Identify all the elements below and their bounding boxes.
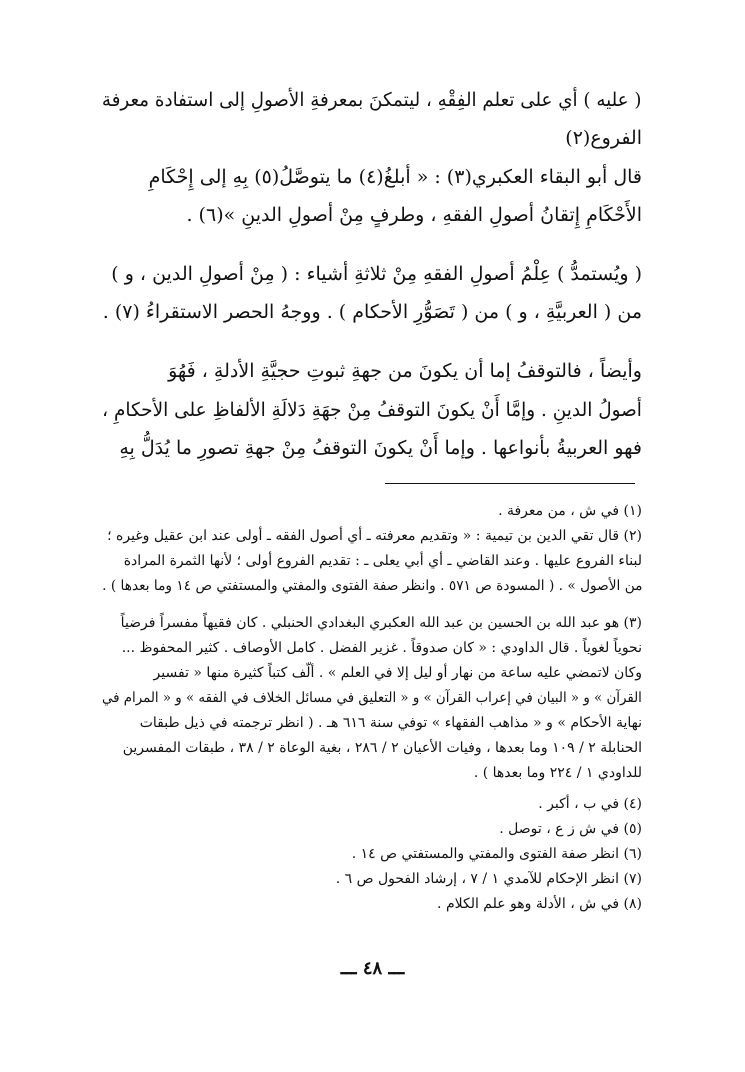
footnote-5: (٥) في ش ز ع ، توصل .	[499, 821, 642, 837]
main-line-1: ( عليه ) أي على تعلم الفِقْهِ ، ليتمكنَ بمعرفةِ الأصولِ إلى استفادة معرفة	[102, 89, 642, 111]
main-line-2: الفروع(٢)	[565, 127, 642, 149]
footnote-3-line-1: (٣) هو عبد الله بن الحسين بن عبد الله العكبري البغدادي الحنبلي . كان فقيهاً مفسراً فرضياً	[120, 615, 642, 631]
footnote-7: (٧) انظر الإحكام للآمدي ١ / ٧ ، إرشاد الفحول ص ٦ .	[335, 871, 642, 887]
main-line-8: أصولُ الدينِ . وإمَّا أَنْ يكونَ التوقفُ مِنْ جهَةِ دَلالَةِ الألفاظِ على الأحكامِ ،	[102, 399, 642, 421]
footnote-3-line-3: وكان لاتمضي عليه ساعة من نهار أو ليل إلا في العلم » . ألّف كتباً كثيرة منها « تفسير	[153, 665, 642, 681]
footnote-3-line-2: نحوياً لغوياً . قال الداودي : « كان صدوقاً . غزير الفضل . كامل الأوصاف . كثير المحفوظ ...	[121, 640, 642, 656]
footnote-2-line-3: من الأصول » . ( المسودة ص ٥٧١ . وانظر صفة الفتوى والمفتي والمستفتي ص ١٤ وما بعدها ) .	[101, 578, 642, 594]
footnote-4: (٤) في ب ، أكبر .	[538, 796, 642, 812]
main-line-5: ( ويُستمدُّ ) عِلْمُ أصولِ الفقهِ مِنْ ثلاثةِ أشياء : ( مِنْ أصولِ الدين ، و )	[111, 263, 642, 285]
footnote-8: (٨) في ش ، الأدلة وهو علم الكلام .	[437, 896, 642, 912]
footnote-6: (٦) انظر صفة الفتوى والمفتي والمستفتي ص ١٤ .	[351, 846, 642, 862]
footnote-3-line-7: للداودي ١ / ٢٢٤ وما بعدها ) .	[473, 765, 642, 781]
main-line-7: وأيضاً ، فالتوقفُ إما أن يكونَ من جهةِ ثبوتِ حجيَّةِ الأدلةِ ، فَهُوَ	[168, 360, 642, 382]
footnote-separator	[385, 483, 635, 484]
footnote-3-line-4: القرآن » و « البيان في إعراب القرآن » و « التعليق في مسائل الخلاف في الفقه » و « المرام في	[102, 690, 642, 706]
footnote-2-line-2: لبناء الفروع عليها . وعند القاضي ـ أي أبي يعلى ـ : تقديم الفروع أولى ؛ لأنها الثمرة المرادة	[123, 553, 642, 569]
main-line-4: الأَحْكَامِ إِتقانُ أصولِ الفقهِ ، وطرفٍ مِنْ أصولِ الدينِ »(٦) .	[186, 204, 642, 226]
page-number: ـــ ٤٨ ـــ	[340, 958, 405, 979]
footnote-1: (١) في ش ، من معرفة .	[498, 503, 642, 519]
footnote-3-line-6: الحنابلة ٢ / ١٠٩ وما بعدها ، وفيات الأعيان ٢ / ٢٨٦ ، بغية الوعاة ٢ / ٣٨ ، طبقات المفسرين	[122, 740, 642, 756]
main-line-9: فهو العربيةُ بأنواعها . وإما أَنْ يكونَ التوقفُ مِنْ جهةِ تصورِ ما يُدَلُّ بِهِ	[119, 437, 642, 459]
main-line-3: قال أبو البقاء العكبري(٣) : « أبلغُ(٤) ما يتوصَّلُ(٥) بِهِ إلى إِحْكَامِ	[148, 166, 642, 188]
main-line-6: من ( العربيَّةِ ، و ) من ( تَصَوُّرِ الأحكام ) . ووجهُ الحصر الاستقراءُ (٧) .	[102, 301, 642, 323]
footnote-3-line-5: نهاية الأحكام » و « مذاهب الفقهاء » توفي سنة ٦١٦ هـ . ( انظر ترجمته في ذيل طبقات	[139, 715, 642, 731]
footnote-2-line-1: (٢) قال تقي الدين بن تيمية : « وتقديم معرفته ـ أي أصول الفقه ـ أولى عند ابن عقيل وغيره ؛	[107, 528, 642, 544]
